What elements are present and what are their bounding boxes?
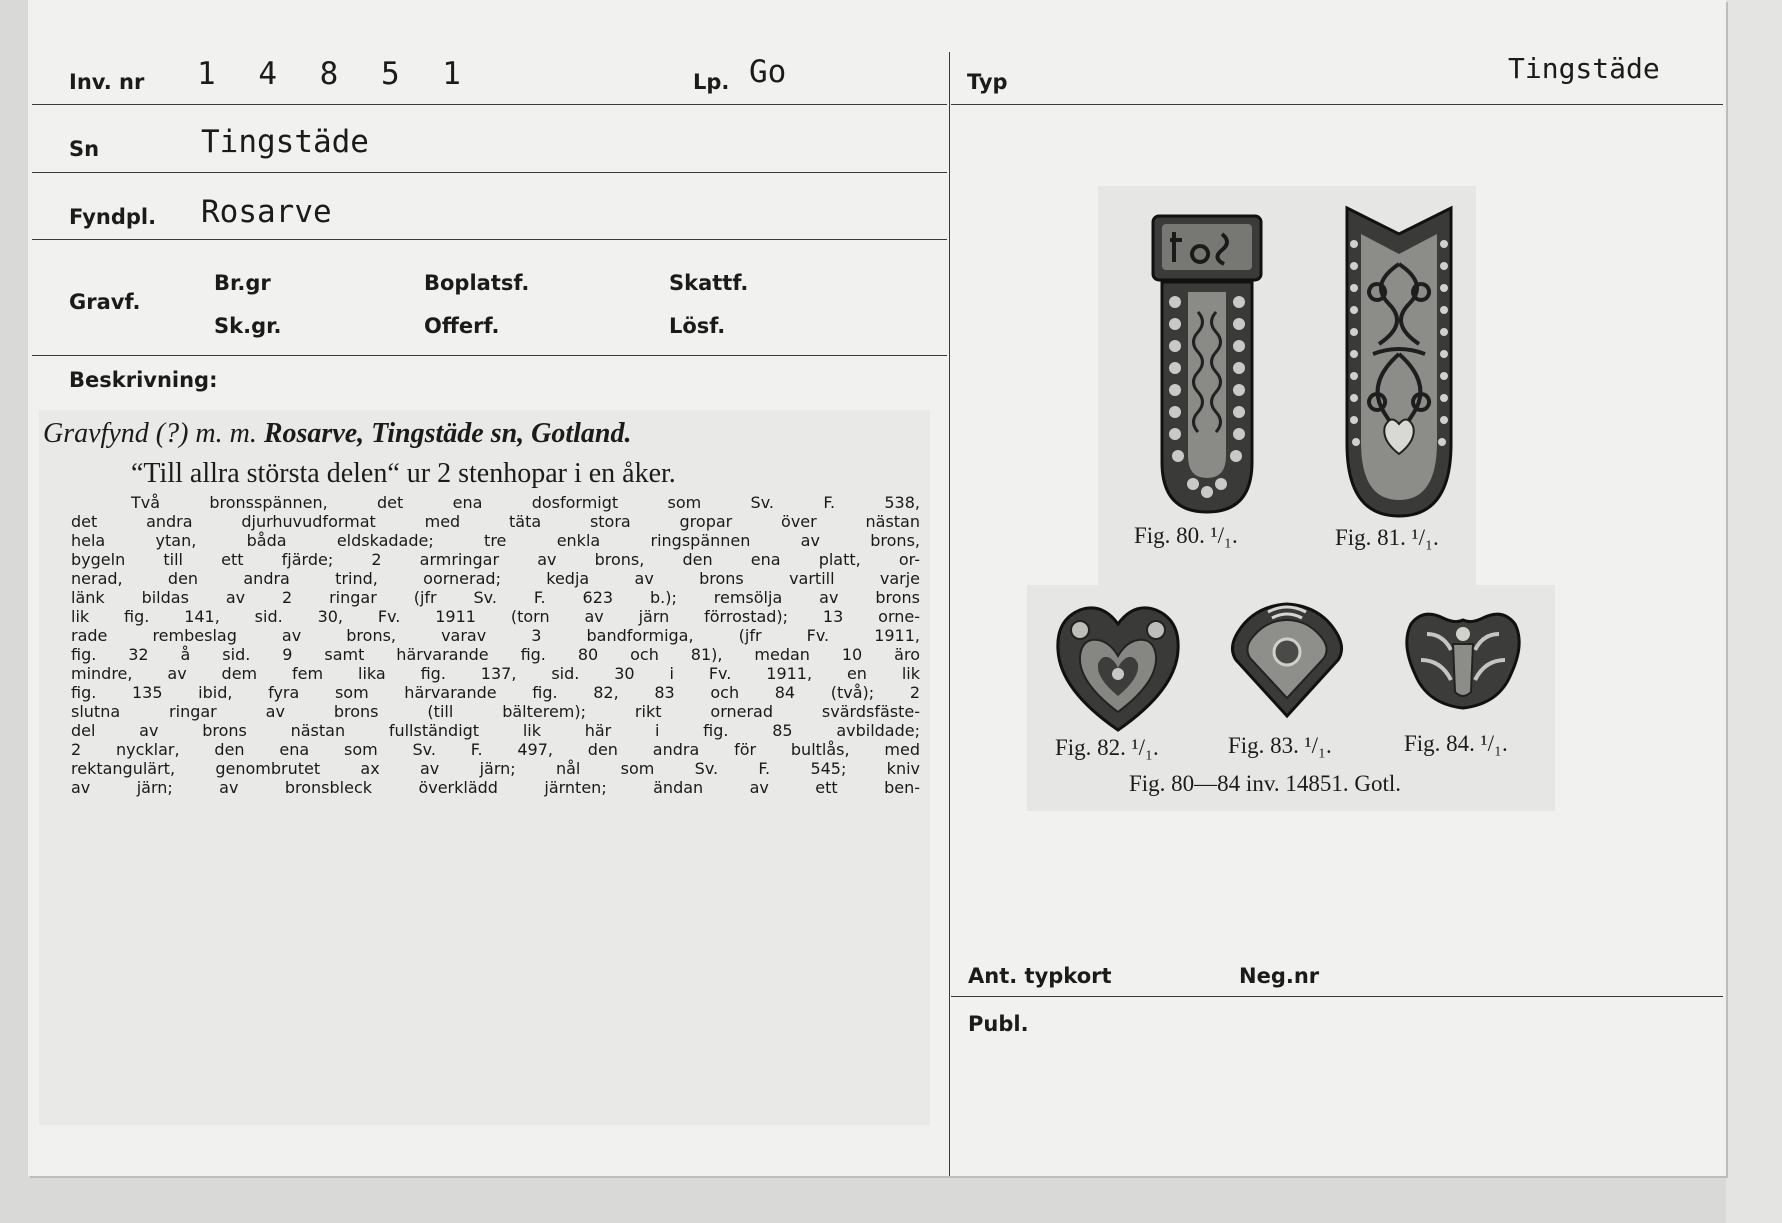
strap-end-fig80 bbox=[1148, 212, 1266, 516]
rule-sn bbox=[32, 172, 947, 173]
description-line: slutna ringar av brons (till bälterem); rikt ornerad svärdsfäste- bbox=[71, 702, 920, 721]
description-line: av järn; av bronsbleck överklädd järnten; ändan av ett ben- bbox=[71, 778, 920, 797]
losf-label: Lösf. bbox=[669, 314, 726, 338]
description-line: Två bronsspännen, det ena dosformigt som Sv. F. 538, bbox=[131, 493, 920, 512]
skattf-label: Skattf. bbox=[669, 271, 749, 295]
publ-label: Publ. bbox=[968, 1012, 1029, 1036]
heading-place: Rosarve, Tingstäde sn, Gotland. bbox=[263, 418, 632, 449]
description-line: det andra djurhuvudformat med täta stora gropar över nästan bbox=[71, 512, 920, 531]
fyndpl-label: Fyndpl. bbox=[69, 205, 157, 229]
ant-typkort-label: Ant. typkort bbox=[968, 964, 1112, 988]
sn-value: Tingstäde bbox=[201, 124, 369, 160]
neg-nr-label: Neg.nr bbox=[1239, 964, 1320, 988]
description-heading bbox=[39, 414, 930, 454]
description-line: lik fig. 141, sid. 30, Fv. 1911 (torn av järn förrostad); 13 orne- bbox=[71, 607, 920, 626]
fig84-eye bbox=[1456, 627, 1470, 641]
offerf-label: Offerf. bbox=[424, 314, 500, 338]
typ-label: Typ bbox=[967, 70, 1008, 94]
description-line: bygeln till ett fjärde; 2 armringar av brons, den ena platt, or- bbox=[71, 550, 920, 569]
fig82-center-boss bbox=[1112, 668, 1124, 680]
rule-gravf bbox=[32, 355, 947, 356]
fig82-eye-right bbox=[1147, 621, 1165, 639]
description-line: länk bildas av 2 ringar (jfr Sv. F. 623 b.); remsölja av brons bbox=[71, 588, 920, 607]
description-line: fig. 32 å sid. 9 samt härvarande fig. 80 och 81), medan 10 äro bbox=[71, 645, 920, 664]
fig81-caption: Fig. 81. ¹/₁. bbox=[1335, 525, 1439, 550]
fig83-boss bbox=[1274, 639, 1300, 665]
fig80-caption: Fig. 80. ¹/₁. bbox=[1134, 523, 1238, 548]
typ-value: Tingstäde bbox=[1508, 52, 1660, 85]
description-line: fig. 135 ibid, fyra som härvarande fig. 82, 83 och 84 (två); 2 bbox=[71, 683, 920, 702]
rule-fyndpl bbox=[32, 239, 947, 240]
beskrivning-label: Beskrivning: bbox=[69, 368, 218, 392]
fig84-caption: Fig. 84. ¹/₁. bbox=[1404, 731, 1508, 756]
figures-caption: Fig. 80—84 inv. 14851. Gotl. bbox=[1129, 771, 1401, 796]
fig81-inner bbox=[1361, 234, 1437, 500]
fyndpl-value: Rosarve bbox=[201, 194, 332, 230]
lp-label: Lp. bbox=[693, 70, 730, 94]
sn-label: Sn bbox=[69, 137, 100, 161]
card-background-edge bbox=[1726, 0, 1782, 1223]
mount-fig82 bbox=[1050, 600, 1186, 734]
fig84-center bbox=[1453, 644, 1473, 696]
description-body bbox=[39, 493, 930, 797]
heading-prefix: Gravfynd (?) m. m. bbox=[43, 418, 264, 449]
description-clipping bbox=[39, 410, 930, 1125]
rule-ant bbox=[951, 996, 1723, 997]
gravf-label: Gravf. bbox=[69, 290, 141, 314]
description-line: rektangulärt, genombrutet ax av järn; nål som Sv. F. 545; kniv bbox=[71, 759, 920, 778]
lp-value: Go bbox=[749, 54, 787, 90]
description-line-1: “Till allra största delen“ ur 2 stenhopar i en åker. bbox=[131, 457, 676, 489]
inv-nr-value: 1 4 8 5 1 bbox=[197, 56, 473, 92]
mount-fig83 bbox=[1228, 598, 1346, 720]
fig82-eye-left bbox=[1071, 621, 1089, 639]
rule-typ bbox=[951, 104, 1723, 105]
mount-fig84 bbox=[1397, 604, 1529, 714]
boplatsf-label: Boplatsf. bbox=[424, 271, 530, 295]
br-gr-label: Br.gr bbox=[214, 271, 271, 295]
sk-gr-label: Sk.gr. bbox=[214, 314, 282, 338]
description-line: mindre, av dem fem lika fig. 137, sid. 30 i Fv. 1911, en lik bbox=[71, 664, 920, 683]
fig83-caption: Fig. 83. ¹/₁. bbox=[1228, 733, 1332, 758]
description-line: 2 nycklar, den ena som Sv. F. 497, den andra för bultlås, med bbox=[71, 740, 920, 759]
rule-inv bbox=[32, 104, 947, 105]
description-line: hela ytan, båda eldskadade; tre enkla ringspännen av brons, bbox=[71, 531, 920, 550]
fig82-caption: Fig. 82. ¹/₁. bbox=[1055, 735, 1159, 760]
inv-nr-label: Inv. nr bbox=[69, 70, 145, 94]
column-divider bbox=[949, 52, 950, 1176]
strap-end-fig81 bbox=[1343, 204, 1455, 520]
description-line: del av brons nästan fullständigt lik här i fig. 85 avbildade; bbox=[71, 721, 920, 740]
description-line: nerad, den andra trind, oornerad; kedja av brons vartill varje bbox=[71, 569, 920, 588]
description-line: rade rembeslag av brons, varav 3 bandformiga, (jfr Fv. 1911, bbox=[71, 626, 920, 645]
